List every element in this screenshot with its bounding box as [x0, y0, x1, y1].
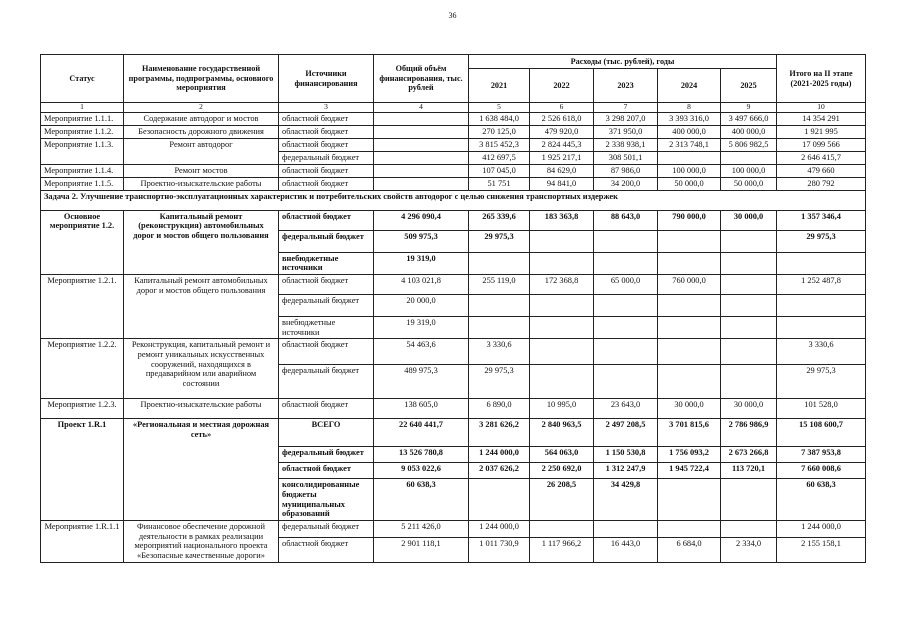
row-itogo: 280 792 — [777, 177, 866, 190]
row-value: 270 125,0 — [469, 125, 530, 138]
row-value: 51 751 — [469, 177, 530, 190]
row-name: Реконструкция, капитальный ремонт и ремонт уникальных искусственных сооружений, находящихся в предаварийном или аварийном состоянии — [124, 339, 279, 399]
row-itogo — [777, 294, 866, 316]
row-value — [658, 479, 721, 521]
row-source: областной бюджет — [279, 138, 374, 151]
task-heading: Задача 2. Улучшение транспортно-эксплуатационных характеристик и потребительских свойств автодорог с целью снижения транспортных издержек — [41, 190, 866, 210]
row-name: Финансовое обеспечение дорожной деятельности в рамках реализации мероприятий национального проекта «Безопасные качественные дороги» — [124, 520, 279, 562]
header-year: 2021 — [469, 69, 530, 103]
row-value — [721, 274, 777, 294]
table-row — [41, 164, 866, 177]
row-total: 138 605,0 — [374, 399, 469, 419]
row-value — [594, 316, 658, 338]
column-number: 8 — [658, 103, 721, 113]
row-value: 1 150 530,8 — [594, 447, 658, 463]
row-value — [658, 252, 721, 274]
table-row — [41, 419, 866, 447]
row-value: 50 000,0 — [721, 177, 777, 190]
row-value: 760 000,0 — [658, 274, 721, 294]
row-total: 4 296 090,4 — [374, 210, 469, 230]
row-value: 371 950,0 — [594, 125, 658, 138]
table-row — [41, 177, 866, 190]
row-value: 1 945 722,4 — [658, 463, 721, 479]
header-year: 2022 — [530, 69, 594, 103]
row-value: 34 200,0 — [594, 177, 658, 190]
row-value: 3 393 316,0 — [658, 112, 721, 125]
row-source: внебюджетные источники — [279, 252, 374, 274]
row-source: областной бюджет — [279, 164, 374, 177]
row-total: 20 000,0 — [374, 294, 469, 316]
row-value: 400 000,0 — [721, 125, 777, 138]
row-value — [530, 230, 594, 252]
table-row — [41, 125, 866, 138]
row-itogo: 60 638,3 — [777, 479, 866, 521]
row-status: Основное мероприятие 1.2. — [41, 210, 124, 274]
row-value: 2 824 445,3 — [530, 138, 594, 151]
row-value — [658, 151, 721, 164]
row-value — [469, 316, 530, 338]
column-number: 10 — [777, 103, 866, 113]
header-itogo: Итого на II этапе (2021-2025 годы) — [777, 55, 866, 103]
table-row — [41, 112, 866, 125]
row-itogo: 29 975,3 — [777, 365, 866, 399]
row-status: Мероприятие 1.2.2. — [41, 339, 124, 399]
row-value — [594, 339, 658, 365]
header-name: Наименование государственной программы, подпрограммы, основного мероприятия — [124, 55, 279, 103]
row-value — [530, 339, 594, 365]
row-value: 2 497 208,5 — [594, 419, 658, 447]
row-value: 3 281 626,2 — [469, 419, 530, 447]
row-value — [721, 294, 777, 316]
row-itogo: 479 660 — [777, 164, 866, 177]
row-status: Мероприятие 1.1.1. — [41, 112, 124, 125]
row-value: 3 330,6 — [469, 339, 530, 365]
row-itogo: 7 660 008,6 — [777, 463, 866, 479]
row-source: областной бюджет — [279, 399, 374, 419]
row-value — [721, 365, 777, 399]
row-value — [594, 365, 658, 399]
row-value — [721, 520, 777, 537]
row-status: Мероприятие 1.R.1.1 — [41, 520, 124, 562]
row-total — [374, 151, 469, 164]
row-source: федеральный бюджет — [279, 520, 374, 537]
row-value — [721, 151, 777, 164]
header-total: Общий объём финансирования, тыс. рублей — [374, 55, 469, 103]
row-value — [594, 230, 658, 252]
row-name: Проектно-изыскательские работы — [124, 177, 279, 190]
row-value: 479 920,0 — [530, 125, 594, 138]
row-status: Мероприятие 1.1.5. — [41, 177, 124, 190]
row-total — [374, 138, 469, 151]
row-value — [658, 316, 721, 338]
row-value: 2 526 618,0 — [530, 112, 594, 125]
row-itogo: 3 330,6 — [777, 339, 866, 365]
row-source: областной бюджет — [279, 463, 374, 479]
row-value — [469, 252, 530, 274]
row-value — [658, 339, 721, 365]
row-value: 94 841,0 — [530, 177, 594, 190]
row-value: 6 890,0 — [469, 399, 530, 419]
task-row — [41, 190, 866, 210]
row-value: 2 673 266,8 — [721, 447, 777, 463]
row-value — [721, 230, 777, 252]
row-value: 3 701 815,6 — [658, 419, 721, 447]
row-value: 100 000,0 — [721, 164, 777, 177]
row-value — [530, 520, 594, 537]
row-source: областной бюджет — [279, 125, 374, 138]
row-value — [530, 252, 594, 274]
row-value: 1 925 217,1 — [530, 151, 594, 164]
row-value — [469, 294, 530, 316]
row-total: 22 640 441,7 — [374, 419, 469, 447]
row-value: 2 313 748,1 — [658, 138, 721, 151]
row-value: 2 786 986,9 — [721, 419, 777, 447]
row-value: 26 208,5 — [530, 479, 594, 521]
row-value — [658, 365, 721, 399]
row-source: областной бюджет — [279, 339, 374, 365]
row-source: федеральный бюджет — [279, 230, 374, 252]
row-value: 113 720,1 — [721, 463, 777, 479]
row-value: 100 000,0 — [658, 164, 721, 177]
row-itogo: 14 354 291 — [777, 112, 866, 125]
financing-table — [40, 54, 866, 563]
row-total — [374, 125, 469, 138]
row-itogo: 2 155 158,1 — [777, 537, 866, 562]
row-value: 6 684,0 — [658, 537, 721, 562]
row-itogo: 7 387 953,8 — [777, 447, 866, 463]
row-value — [594, 294, 658, 316]
table-row — [41, 138, 866, 151]
row-value: 65 000,0 — [594, 274, 658, 294]
row-total — [374, 177, 469, 190]
row-value: 50 000,0 — [658, 177, 721, 190]
table-row — [41, 520, 866, 537]
row-value: 183 363,8 — [530, 210, 594, 230]
row-value: 400 000,0 — [658, 125, 721, 138]
row-source: федеральный бюджет — [279, 151, 374, 164]
column-numbers-row — [41, 103, 866, 113]
row-total — [374, 112, 469, 125]
row-value — [530, 294, 594, 316]
row-value — [721, 252, 777, 274]
header-expenses: Расходы (тыс. рублей), годы — [469, 55, 777, 69]
row-value: 2 334,0 — [721, 537, 777, 562]
row-itogo: 101 528,0 — [777, 399, 866, 419]
row-status: Проект 1.R.1 — [41, 419, 124, 521]
row-name: Содержание автодорог и мостов — [124, 112, 279, 125]
row-total: 19 319,0 — [374, 252, 469, 274]
table-row — [41, 274, 866, 294]
header-year: 2023 — [594, 69, 658, 103]
row-value — [530, 316, 594, 338]
column-number: 3 — [279, 103, 374, 113]
row-source: федеральный бюджет — [279, 365, 374, 399]
row-status: Мероприятие 1.1.3. — [41, 138, 124, 164]
row-value: 29 975,3 — [469, 230, 530, 252]
column-number: 5 — [469, 103, 530, 113]
row-value: 10 995,0 — [530, 399, 594, 419]
row-name: Безопасность дорожного движения — [124, 125, 279, 138]
row-name: Ремонт автодорог — [124, 138, 279, 164]
row-total: 9 053 022,6 — [374, 463, 469, 479]
row-value: 30 000,0 — [658, 399, 721, 419]
row-value: 1 756 093,2 — [658, 447, 721, 463]
row-total — [374, 164, 469, 177]
row-name: Проектно-изыскательские работы — [124, 399, 279, 419]
row-itogo: 17 099 566 — [777, 138, 866, 151]
header-year: 2024 — [658, 69, 721, 103]
row-status: Мероприятие 1.1.4. — [41, 164, 124, 177]
row-value: 2 840 963,5 — [530, 419, 594, 447]
row-itogo — [777, 252, 866, 274]
row-value: 2 338 938,1 — [594, 138, 658, 151]
row-name: Капитальный ремонт автомобильных дорог и мостов общего пользования — [124, 274, 279, 338]
row-value: 3 497 666,0 — [721, 112, 777, 125]
row-value: 1 117 966,2 — [530, 537, 594, 562]
row-value: 3 298 207,0 — [594, 112, 658, 125]
table-row — [41, 399, 866, 419]
row-total: 19 319,0 — [374, 316, 469, 338]
row-itogo: 1 921 995 — [777, 125, 866, 138]
row-name: «Региональная и местная дорожная сеть» — [124, 419, 279, 521]
row-source: областной бюджет — [279, 210, 374, 230]
column-number: 6 — [530, 103, 594, 113]
row-value — [721, 339, 777, 365]
row-itogo: 29 975,3 — [777, 230, 866, 252]
row-value: 2 250 692,0 — [530, 463, 594, 479]
row-status: Мероприятие 1.1.2. — [41, 125, 124, 138]
header-year: 2025 — [721, 69, 777, 103]
row-value — [658, 520, 721, 537]
row-itogo: 1 357 346,4 — [777, 210, 866, 230]
row-total: 54 463,6 — [374, 339, 469, 365]
row-total: 13 526 780,8 — [374, 447, 469, 463]
row-source: федеральный бюджет — [279, 447, 374, 463]
row-total: 60 638,3 — [374, 479, 469, 521]
row-value: 1 638 484,0 — [469, 112, 530, 125]
row-value: 107 045,0 — [469, 164, 530, 177]
row-value: 1 011 730,9 — [469, 537, 530, 562]
row-source: федеральный бюджет — [279, 294, 374, 316]
row-value — [594, 252, 658, 274]
row-value — [721, 479, 777, 521]
row-value — [658, 294, 721, 316]
row-value — [594, 520, 658, 537]
row-value: 30 000,0 — [721, 399, 777, 419]
row-itogo: 1 244 000,0 — [777, 520, 866, 537]
row-value: 790 000,0 — [658, 210, 721, 230]
row-total: 5 211 426,0 — [374, 520, 469, 537]
row-status: Мероприятие 1.2.1. — [41, 274, 124, 338]
row-value: 172 368,8 — [530, 274, 594, 294]
row-value: 34 429,8 — [594, 479, 658, 521]
column-number: 1 — [41, 103, 124, 113]
row-source: консолидированные бюджеты муниципальных образований — [279, 479, 374, 521]
row-value: 1 244 000,0 — [469, 520, 530, 537]
header-sources: Источники финансирования — [279, 55, 374, 103]
row-value: 265 339,6 — [469, 210, 530, 230]
row-itogo — [777, 316, 866, 338]
row-value — [530, 365, 594, 399]
row-value: 1 244 000,0 — [469, 447, 530, 463]
row-source: областной бюджет — [279, 177, 374, 190]
row-value: 564 063,0 — [530, 447, 594, 463]
row-value: 29 975,3 — [469, 365, 530, 399]
row-source: областной бюджет — [279, 537, 374, 562]
column-number: 9 — [721, 103, 777, 113]
column-number: 2 — [124, 103, 279, 113]
row-source: областной бюджет — [279, 112, 374, 125]
row-value: 5 806 982,5 — [721, 138, 777, 151]
row-total: 2 901 118,1 — [374, 537, 469, 562]
row-source: ВСЕГО — [279, 419, 374, 447]
row-total: 4 103 021,8 — [374, 274, 469, 294]
row-value: 84 629,0 — [530, 164, 594, 177]
row-source: внебюджетные источники — [279, 316, 374, 338]
row-value: 30 000,0 — [721, 210, 777, 230]
row-total: 509 975,3 — [374, 230, 469, 252]
row-value: 87 986,0 — [594, 164, 658, 177]
row-source: областной бюджет — [279, 274, 374, 294]
row-name: Ремонт мостов — [124, 164, 279, 177]
row-value: 3 815 452,3 — [469, 138, 530, 151]
row-name: Капитальный ремонт (реконструкция) автомобильных дорог и мостов общего пользования — [124, 210, 279, 274]
row-value: 88 643,0 — [594, 210, 658, 230]
row-value: 2 037 626,2 — [469, 463, 530, 479]
row-value: 16 443,0 — [594, 537, 658, 562]
row-status: Мероприятие 1.2.3. — [41, 399, 124, 419]
table-row — [41, 339, 866, 365]
row-value — [658, 230, 721, 252]
row-value: 1 312 247,9 — [594, 463, 658, 479]
row-value: 255 119,0 — [469, 274, 530, 294]
row-itogo: 15 108 600,7 — [777, 419, 866, 447]
row-value — [469, 479, 530, 521]
row-itogo: 1 252 487,8 — [777, 274, 866, 294]
row-value — [721, 316, 777, 338]
table-row — [41, 210, 866, 230]
row-total: 489 975,3 — [374, 365, 469, 399]
page-number: 36 — [448, 11, 457, 20]
row-value: 308 501,1 — [594, 151, 658, 164]
row-value: 412 697,5 — [469, 151, 530, 164]
row-itogo: 2 646 415,7 — [777, 151, 866, 164]
header-status: Статус — [41, 55, 124, 103]
row-value: 23 643,0 — [594, 399, 658, 419]
column-number: 4 — [374, 103, 469, 113]
column-number: 7 — [594, 103, 658, 113]
